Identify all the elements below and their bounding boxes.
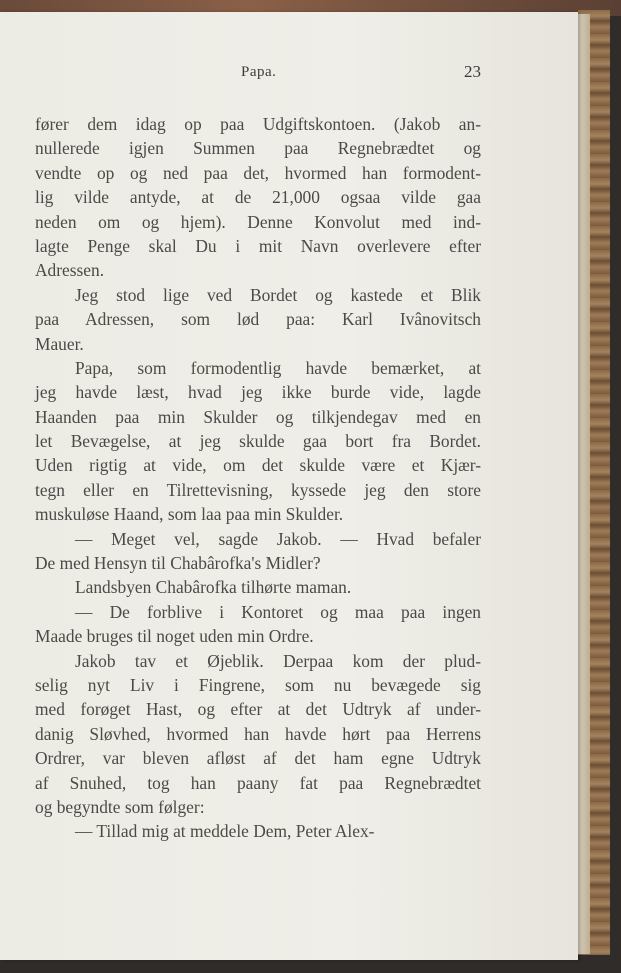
text-line: paa Adressen, som lød paa: Karl Ivânovitsch	[35, 309, 481, 330]
text-line: — Meget vel, sagde Jakob. — Hvad befaler	[75, 528, 481, 549]
text-line: Uden rigtig at vide, om det skulde være et Kjær-	[35, 455, 481, 476]
text-line: Jakob tav et Øjeblik. Derpaa kom der plud-	[75, 650, 481, 671]
text-line: Mauer.	[35, 333, 84, 354]
text-line: Jeg stod lige ved Bordet og kastede et Blik	[75, 284, 481, 305]
text-line: af Snuhed, tog han paany fat paa Regnebrædtet	[35, 772, 481, 793]
text-line: Landsbyen Chabârofka tilhørte maman.	[75, 577, 352, 598]
text-line: Adressen.	[35, 260, 105, 281]
text-line: jeg havde læst, hvad jeg ikke burde vide, lagde	[35, 382, 481, 403]
text-line: lagte Penge skal Du i mit Navn overlevere efter	[35, 235, 481, 256]
text-line: vendte op og ned paa det, hvormed han formodent-	[35, 162, 481, 183]
page-header	[0, 62, 578, 88]
text-line: Haanden paa min Skulder og tilkjendegav med en	[35, 406, 481, 427]
text-line: De med Hensyn til Chabârofka's Midler?	[35, 553, 321, 574]
text-line: Maade bruges til noget uden min Ordre.	[35, 626, 314, 647]
text-line: fører dem idag op paa Udgiftskontoen. (Jakob an-	[35, 114, 481, 134]
text-line: — De forblive i Kontoret og maa paa ingen	[75, 601, 481, 622]
body-text	[35, 112, 481, 844]
text-line: Papa, som formodentlig havde bemærket, at	[75, 357, 481, 378]
text-line: muskuløse Haand, som laa paa min Skulder.	[35, 504, 344, 525]
text-line: — Tillad mig at meddele Dem, Peter Alex-	[75, 821, 375, 842]
text-line: let Bevægelse, at jeg skulde gaa bort fra Bordet.	[35, 431, 481, 452]
text-line: selig nyt Liv i Fingrene, som nu bevægede sig	[35, 674, 481, 695]
text-line: tegn eller en Tilrettevisning, kyssede jeg den store	[35, 479, 481, 500]
text-line: nullerede igjen Summen paa Regnebrædtet og	[35, 138, 481, 159]
text-line: med forøget Hast, og efter at det Udtryk af under-	[35, 699, 481, 720]
text-line: lig vilde antyde, at de 21,000 ogsaa vilde gaa	[35, 187, 481, 208]
text-line: neden om og hjem). Denne Konvolut med ind-	[35, 211, 481, 232]
page-edge-shadow	[578, 14, 590, 954]
text-line: og begyndte som følger:	[35, 796, 205, 817]
text-line: Ordrer, var bleven afløst af det ham egne Udtryk	[35, 748, 481, 769]
text-line: danig Sløvhed, hvormed han havde hørt paa Herrens	[35, 723, 481, 744]
running-head: Papa.	[241, 64, 277, 80]
page-number: 23	[464, 62, 481, 81]
